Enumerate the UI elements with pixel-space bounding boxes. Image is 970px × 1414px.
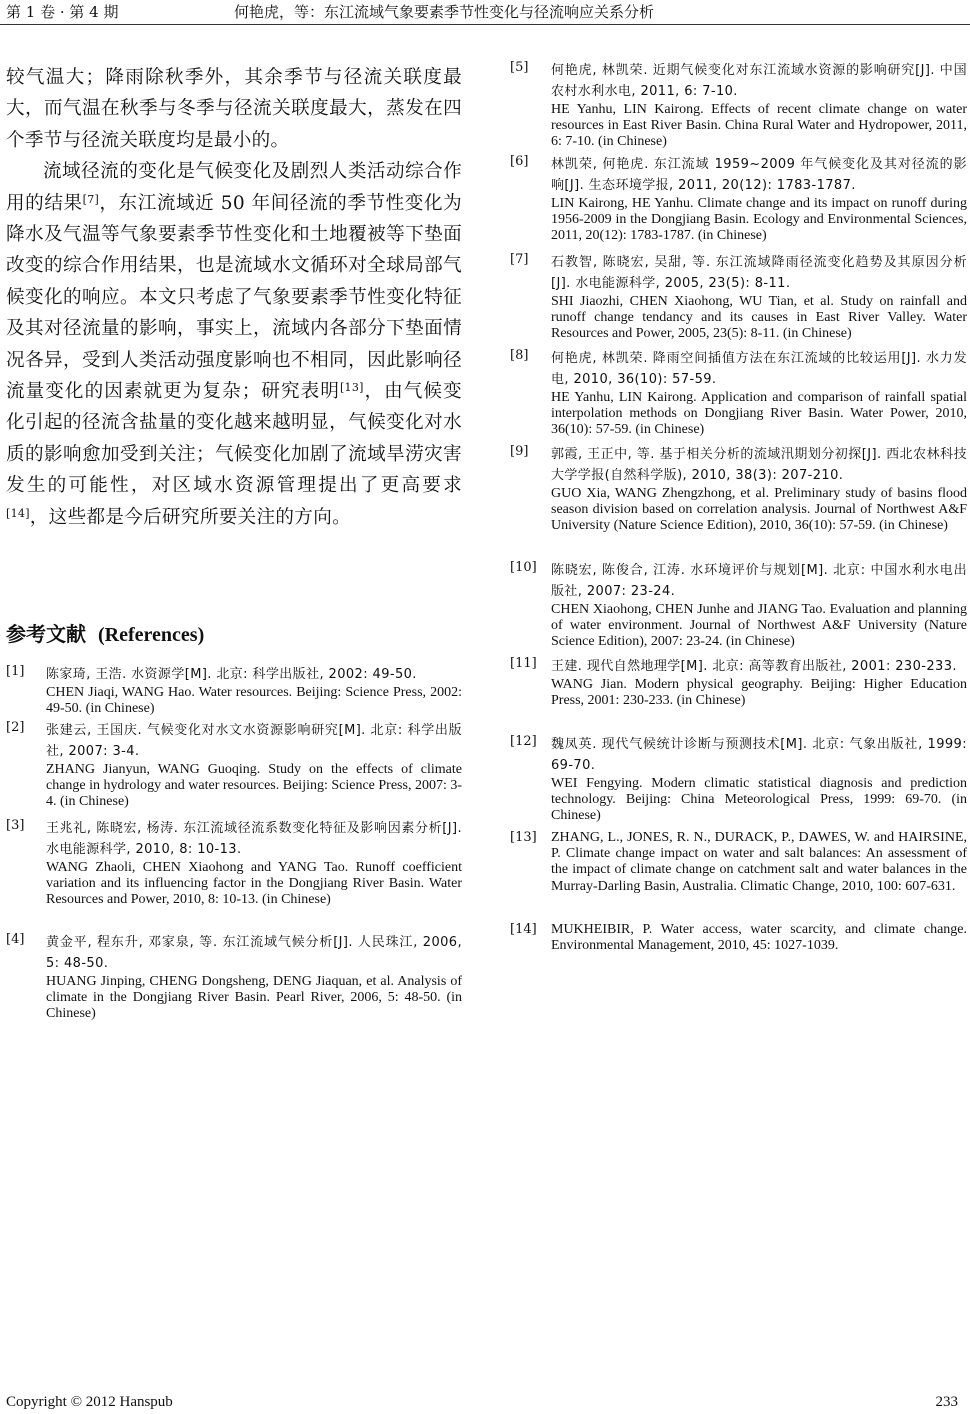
reference-zh: 郭霞, 王正中, 等. 基于相关分析的流域汛期划分初探[J]. 西北农林科技大学学报(自然科学版), 2010, 38(3): 207-210. bbox=[551, 447, 967, 483]
reference-number: [6] bbox=[510, 154, 529, 169]
reference-number: [13] bbox=[510, 830, 537, 845]
citation-14[interactable]: [14] bbox=[6, 506, 30, 520]
reference-zh: 王建. 现代自然地理学[M]. 北京: 高等教育出版社, 2001: 230-233. bbox=[551, 659, 957, 674]
references-heading bbox=[6, 618, 204, 647]
page-number: 233 bbox=[935, 1394, 958, 1410]
reference-number: [7] bbox=[510, 252, 529, 267]
header-rule bbox=[0, 24, 970, 25]
page-header bbox=[0, 0, 970, 28]
reference-item bbox=[6, 664, 462, 717]
reference-en: SHI Jiaozhi, CHEN Xiaohong, WU Tian, et al. Study on rainfall and runoff change tendancy and its causes in East River Valley. Water Resources and Power, 2005, 23(5): 8-11. (in Chinese) bbox=[551, 294, 967, 342]
reference-zh: 黄金平, 程东升, 邓家泉, 等. 东江流域气候分析[J]. 人民珠江, 2006, 5: 48-50. bbox=[46, 935, 462, 971]
reference-en: GUO Xia, WANG Zhengzhong, et al. Preliminary study of basins flood season division based on correlation analysis. Journal of Northwest A&F University (Nature Science Edition), 2010, 36(10): 57-59. (in Chinese) bbox=[551, 486, 967, 534]
reference-en: ZHANG Jianyun, WANG Guoqing. Study on the effects of climate change in hydrology and water resources. Beijing: Science Press, 2007: 3-4. (in Chinese) bbox=[46, 762, 463, 810]
citation-13[interactable]: [13] bbox=[339, 381, 364, 395]
paragraph-2-text: ，这些都是今后研究所要关注的方向。 bbox=[29, 506, 351, 528]
reference-zh: 陈家琦, 王浩. 水资源学[M]. 北京: 科学出版社, 2002: 49-50. bbox=[46, 667, 417, 682]
reference-zh: 王兆礼, 陈晓宏, 杨涛. 东江流域径流系数变化特征及影响因素分析[J]. 水电能源科学, 2010, 8: 10-13. bbox=[46, 821, 462, 857]
running-title: 何艳虎，等：东江流域气象要素季节性变化与径流响应关系分析 bbox=[234, 3, 655, 21]
reference-item bbox=[6, 932, 462, 1028]
reference-en: CHEN Jiaqi, WANG Hao. Water resources. Beijing: Science Press, 2002: 49-50. (in Chinese) bbox=[46, 685, 462, 717]
citation-7[interactable]: [7] bbox=[82, 192, 100, 206]
paragraph-2 bbox=[6, 156, 462, 533]
reference-number: [9] bbox=[510, 444, 529, 459]
reference-en: WANG Zhaoli, CHEN Xiaohong and YANG Tao. Runoff coefficient variation and its influencing factor in the Dongjiang River Basin. Water Resources and Power, 2010, 8: 10-13. (in Chinese) bbox=[46, 860, 462, 908]
reference-item bbox=[6, 818, 462, 932]
reference-zh: 石教智, 陈晓宏, 吴甜, 等. 东江流域降雨径流变化趋势及其原因分析[J]. 水电能源科学, 2005, 23(5): 8-11. bbox=[551, 255, 967, 291]
reference-zh: 魏凤英. 现代气候统计诊断与预测技术[M]. 北京: 气象出版社, 1999: 69-70. bbox=[551, 737, 967, 773]
reference-number: [8] bbox=[510, 348, 529, 363]
reference-number: [4] bbox=[6, 932, 25, 947]
reference-en: HE Yanhu, LIN Kairong. Effects of recent climate change on water resources in East River Basin. China Rural Water and Hydropower, 2011, 6: 7-10. (in Chinese) bbox=[551, 102, 967, 150]
reference-en: ZHANG, L., JONES, R. N., DURACK, P., DAWES, W. and HAIRSINE, P. Climate change impact on water and salt balances: An assessment of the impact of climate change on catchment salt and water balances in the Murray-Darling Basin, Australia. Climatic Change, 2010, 100: 607-631. bbox=[551, 830, 967, 894]
reference-number: [1] bbox=[6, 664, 25, 679]
reference-en: HUANG Jinping, CHENG Dongsheng, DENG Jiaquan, et al. Analysis of climate in the Dongjiang River Basin. Pearl River, 2006, 5: 48-50. (in Chinese) bbox=[46, 974, 462, 1022]
reference-item bbox=[6, 720, 462, 816]
reference-number: [10] bbox=[510, 560, 537, 575]
paragraph-1: 较气温大；降雨除秋季外，其余季节与径流关联度最大，而气温在秋季与冬季与径流关联度最大，蒸发在四个季节与径流关联度均是最小的。 bbox=[6, 67, 462, 151]
reference-en: LIN Kairong, HE Yanhu. Climate change and its impact on runoff during 1956-2009 in the Dongjiang Basin. Ecology and Environmental Sciences, 2011, 20(12): 1783-1787. (in Chinese) bbox=[551, 196, 967, 244]
reference-number: [3] bbox=[6, 818, 25, 833]
reference-zh: 何艳虎, 林凯荣. 降雨空间插值方法在东江流域的比较运用[J]. 水力发电, 2010, 36(10): 57-59. bbox=[551, 351, 967, 387]
reference-number: [14] bbox=[510, 922, 537, 937]
reference-number: [11] bbox=[510, 656, 537, 671]
reference-en: WANG Jian. Modern physical geography. Beijing: Higher Education Press, 2001: 230-233. (in Chinese) bbox=[551, 677, 967, 709]
footer-copyright: Copyright © 2012 Hanspub bbox=[6, 1394, 173, 1410]
reference-number: [5] bbox=[510, 60, 529, 75]
reference-zh: 陈晓宏, 陈俊合, 江涛. 水环境评价与规划[M]. 北京: 中国水利水电出版社, 2007: 23-24. bbox=[551, 563, 967, 599]
references-heading-zh: 参考文献 bbox=[6, 622, 86, 646]
reference-number: [12] bbox=[510, 734, 537, 749]
paragraph-2-text: ，东江流域近 50 年间径流的季节性变化为降水及气温等气象要素季节性变化和土地覆被等下垫面改变的综合作用结果，也是流域水文循环对全球局部气候变化的响应。本文只考虑了气象要素季节性变化特征及其对径流量的影响，事实上，流域内各部分下垫面情况各异，受到人类活动强度影响也不相同，因此影响径流量变化的因素就更为复杂；研究表明 bbox=[6, 192, 463, 403]
reference-zh: 林凯荣, 何艳虎. 东江流域 1959~2009 年气候变化及其对径流的影响[J]. 生态环境学报, 2011, 20(12): 1783-1787. bbox=[551, 157, 967, 193]
reference-zh: 张建云, 王国庆. 气候变化对水文水资源影响研究[M]. 北京: 科学出版社, 2007: 3-4. bbox=[46, 723, 462, 759]
reference-en: CHEN Xiaohong, CHEN Junhe and JIANG Tao. Evaluation and planning of water environment. Journal of Northwest A&F University (Nature Science Edition), 2007: 23-24. (in Chinese) bbox=[551, 602, 967, 650]
reference-en: MUKHEIBIR, P. Water access, water scarcity, and climate change. Environmental Management, 2010, 45: 1027-1039. bbox=[551, 922, 967, 954]
reference-en: WEI Fengying. Modern climatic statistical diagnosis and prediction technology. Beijing: China Meteorological Press, 1999: 69-70. (in Chinese) bbox=[551, 776, 967, 824]
paragraph-2-text: 流域径流的变化是气候变化及剧烈人类活动综合作用的结果 bbox=[6, 161, 462, 214]
volume-issue: 第 1 卷 · 第 4 期 bbox=[6, 3, 119, 21]
reference-number: [2] bbox=[6, 720, 25, 735]
reference-en: HE Yanhu, LIN Kairong. Application and comparison of rainfall spatial interpolation methods on Dongjiang River Basin. Water Power, 2010, 36(10): 57-59. (in Chinese) bbox=[551, 390, 967, 438]
paragraph-2-text: ，由气候变化引起的径流含盐量的变化越来越明显，气候变化对水质的影响愈加受到关注；气候变化加剧了流域旱涝灾害发生的可能性，对区域水资源管理提出了更高要求 bbox=[6, 381, 462, 497]
body-text bbox=[6, 62, 462, 533]
reference-zh: 何艳虎, 林凯荣. 近期气候变化对东江流域水资源的影响研究[J]. 中国农村水利水电, 2011, 6: 7-10. bbox=[551, 63, 967, 99]
references-heading-en: (References) bbox=[98, 624, 205, 646]
